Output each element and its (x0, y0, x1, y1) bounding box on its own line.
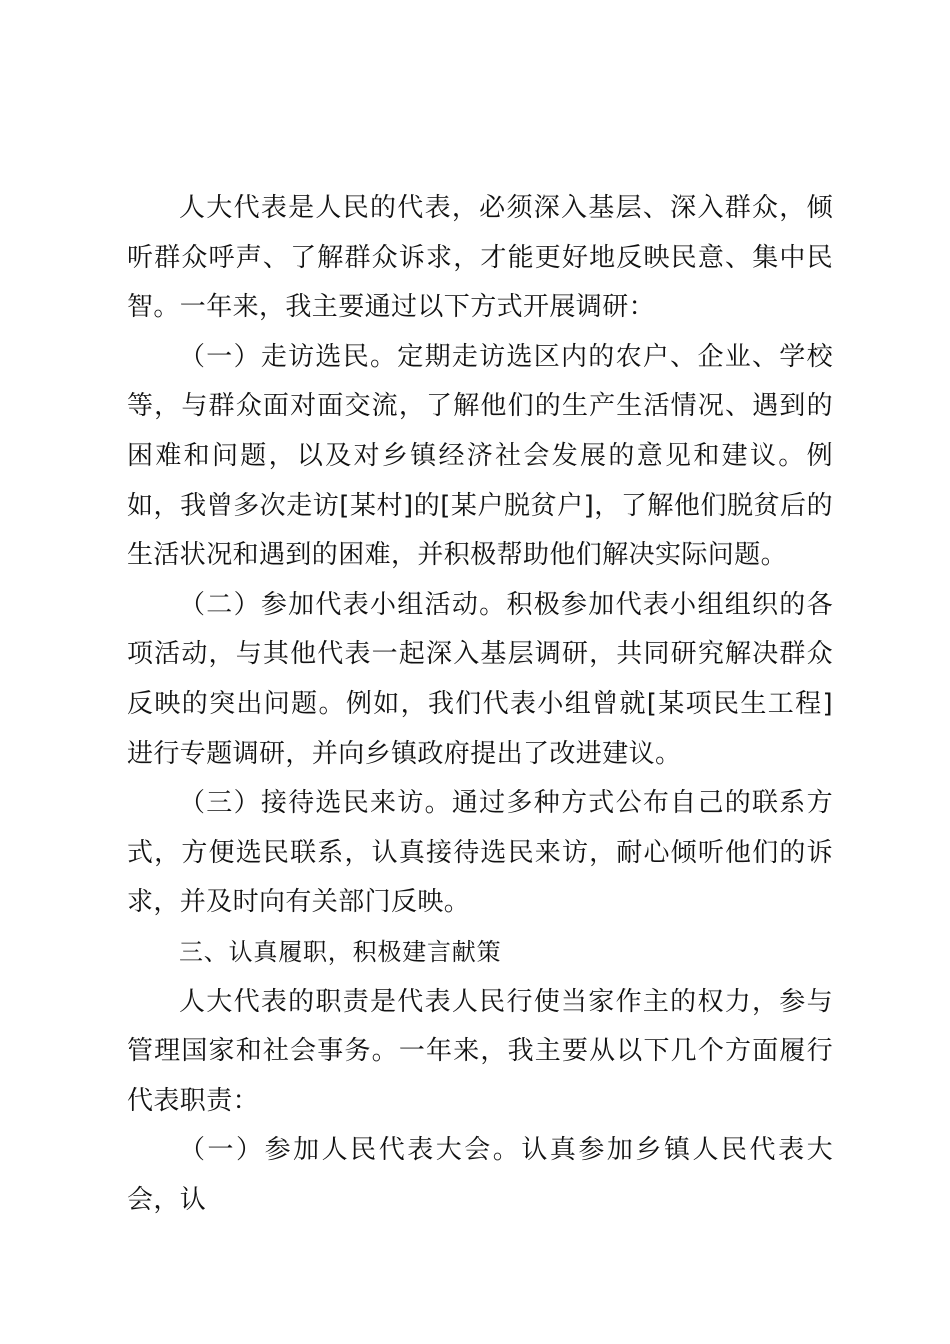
paragraph-research-intro: 人大代表是人民的代表，必须深入基层、深入群众，倾听群众呼声、了解群众诉求，才能更好地反映民意、集中民智。一年来，我主要通过以下方式开展调研： (127, 193, 833, 323)
paragraph-receive-visitors: （三）接待选民来访。通过多种方式公布自己的联系方式，方便选民联系，认真接待选民来访，耐心倾听他们的诉求，并及时向有关部门反映。 (127, 788, 833, 918)
document-body (127, 184, 833, 1225)
paragraph-attend-congress: （一）参加人民代表大会。认真参加乡镇人民代表大会，认 (127, 1135, 833, 1215)
section-heading-duties: 三、认真履职，积极建言献策 (179, 937, 502, 966)
paragraph-group-activities: （二）参加代表小组活动。积极参加代表小组组织的各项活动，与其他代表一起深入基层调研，共同研究解决群众反映的突出问题。例如，我们代表小组曾就[某项民生工程]进行专题调研，并向乡镇政府提出了改进建议。 (127, 589, 833, 769)
paragraph-visit-voters: （一）走访选民。定期走访选区内的农户、企业、学校等，与群众面对面交流，了解他们的生产生活情况、遇到的困难和问题，以及对乡镇经济社会发展的意见和建议。例如，我曾多次走访[某村]的[某户脱贫户]，了解他们脱贫后的生活状况和遇到的困难，并积极帮助他们解决实际问题。 (127, 341, 833, 571)
paragraph-duties-intro: 人大代表的职责是代表人民行使当家作主的权力，参与管理国家和社会事务。一年来，我主要从以下几个方面履行代表职责： (127, 986, 833, 1116)
